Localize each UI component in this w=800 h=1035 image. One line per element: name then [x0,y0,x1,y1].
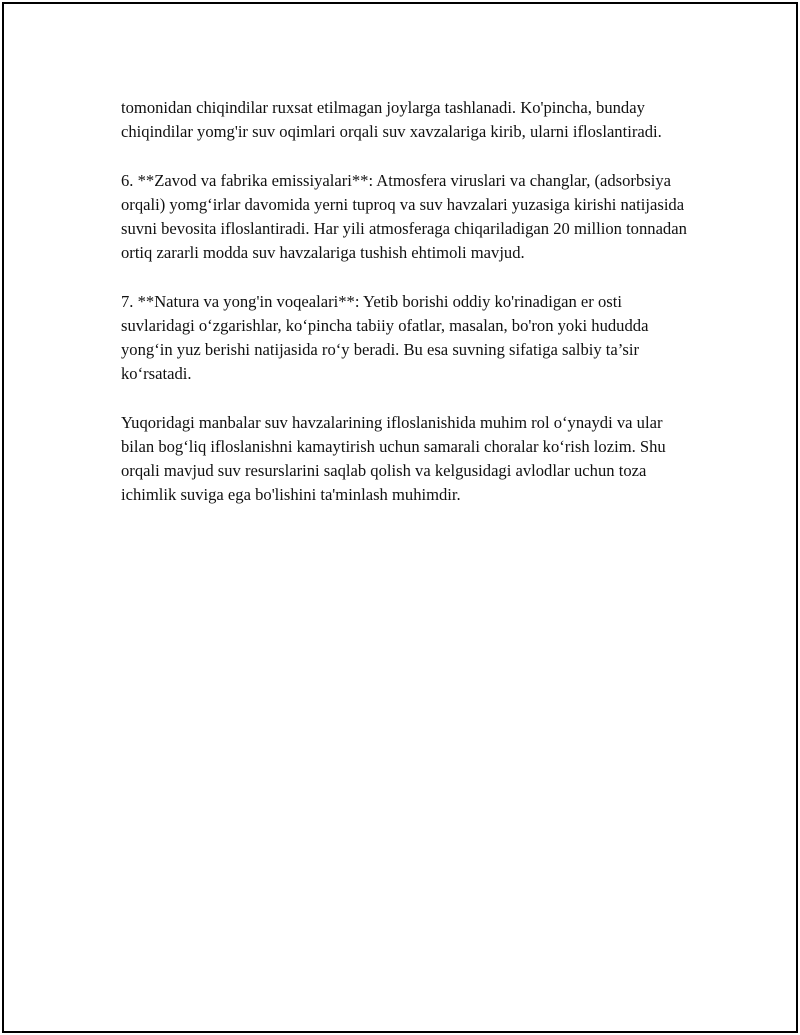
paragraph-natural-events: 7. **Natura va yong'in voqealari**: Yetib borishi oddiy ko'rinadigan er osti suvlaridagi o‘zgarishlar, ko‘pincha tabiiy ofatlar, masalan, bo'ron yoki hududda yong‘in yuz berishi natijasida ro‘y beradi. Bu esa suvning sifatiga salbiy ta’sir ko‘rsatadi. [121,291,649,384]
paragraph-conclusion: Yuqoridagi manbalar suv havzalarining ifloslanishida muhim rol o‘ynaydi va ular bilan bog‘liq ifloslanishni kamaytirish uchun samarali choralar ko‘rish lozim. Shu orqali mavjud suv resurslarini saqlab qolish va kelgusidagi avlodlar uchun toza ichimlik suviga ega bo'lishini ta'minlash muhimdir. [121,412,666,505]
paragraph-continuation: tomonidan chiqindilar ruxsat etilmagan joylarga tashlanadi. Ko'pincha, bunday chiqindilar yomg'ir suv oqimlari orqali suv xavzalariga kirib, ularni ifloslantiradi. [121,98,662,142]
page-frame [2,2,798,1033]
paragraph-factory-emissions: 6. **Zavod va fabrika emissiyalari**: Atmosfera viruslari va changlar, (adsorbsiya orqali) yomg‘irlar davomida yerni tuproq va suv havzalari yuzasiga kirishi natijasida suvni bevosita ifloslantiradi. Har yili atmosferaga chiqariladigan 20 million tonnadan ortiq zararli modda suv havzalariga tushish ehtimoli mavjud. [121,170,687,263]
document-body [121,96,696,507]
